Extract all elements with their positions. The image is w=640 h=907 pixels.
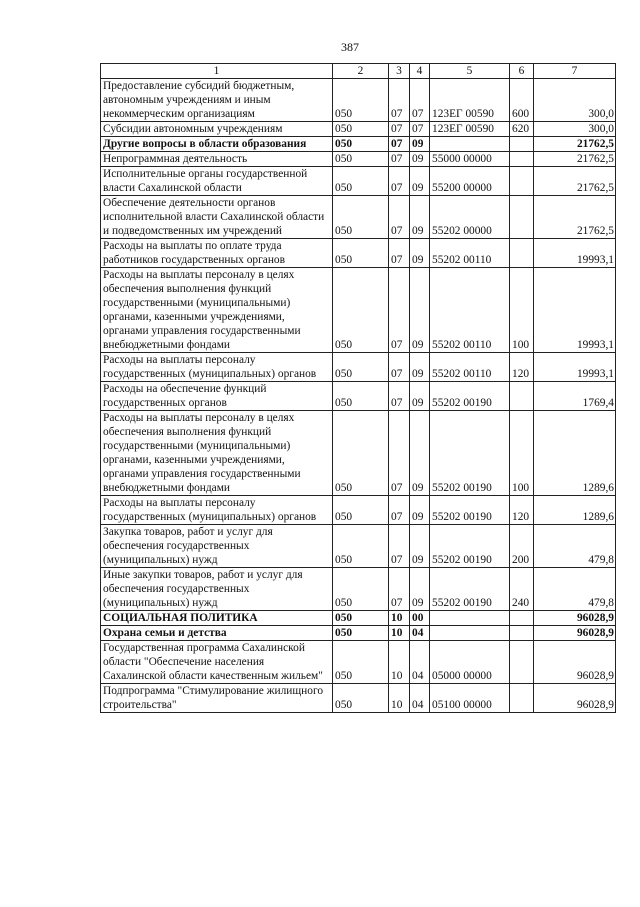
expense-type-cell: 100 bbox=[510, 411, 534, 496]
subsection-cell: 07 bbox=[410, 79, 430, 122]
table-row bbox=[101, 167, 616, 196]
budget-table bbox=[100, 63, 616, 713]
subsection-cell: 00 bbox=[410, 611, 430, 626]
expense-type-cell: 620 bbox=[510, 122, 534, 137]
expense-type-cell bbox=[510, 641, 534, 684]
row-name-cell: Обеспечение деятельности органов исполнительной власти Сахалинской области и подведомственных им учреждений bbox=[101, 196, 333, 239]
table-row bbox=[101, 122, 616, 137]
header-cell: 5 bbox=[430, 64, 510, 79]
table-row bbox=[101, 641, 616, 684]
table-row bbox=[101, 568, 616, 611]
target-article-cell bbox=[430, 626, 510, 641]
row-name-cell: СОЦИАЛЬНАЯ ПОЛИТИКА bbox=[101, 611, 333, 626]
row-name-cell: Расходы на выплаты по оплате труда работников государственных органов bbox=[101, 239, 333, 268]
section-cell: 10 bbox=[389, 641, 410, 684]
expense-type-cell bbox=[510, 152, 534, 167]
table-row bbox=[101, 268, 616, 353]
expense-type-cell bbox=[510, 611, 534, 626]
amount-cell: 1289,6 bbox=[534, 496, 616, 525]
table-row bbox=[101, 196, 616, 239]
section-cell: 07 bbox=[389, 167, 410, 196]
table-row bbox=[101, 353, 616, 382]
row-name-cell: Расходы на выплаты персоналу в целях обеспечения выполнения функций государственными (муниципальными) органами, казенными учреждениями, органами управления государственными внебюджетными фондами bbox=[101, 411, 333, 496]
amount-cell: 96028,9 bbox=[534, 684, 616, 713]
amount-cell: 96028,9 bbox=[534, 626, 616, 641]
subsection-cell: 09 bbox=[410, 268, 430, 353]
ministry-code-cell: 050 bbox=[333, 611, 389, 626]
target-article-cell: 55202 00110 bbox=[430, 353, 510, 382]
ministry-code-cell: 050 bbox=[333, 496, 389, 525]
expense-type-cell: 120 bbox=[510, 496, 534, 525]
ministry-code-cell: 050 bbox=[333, 137, 389, 152]
expense-type-cell bbox=[510, 137, 534, 152]
ministry-code-cell: 050 bbox=[333, 167, 389, 196]
section-cell: 07 bbox=[389, 525, 410, 568]
subsection-cell: 09 bbox=[410, 496, 430, 525]
table-row bbox=[101, 626, 616, 641]
amount-cell: 21762,5 bbox=[534, 137, 616, 152]
subsection-cell: 09 bbox=[410, 525, 430, 568]
amount-cell: 1289,6 bbox=[534, 411, 616, 496]
ministry-code-cell: 050 bbox=[333, 382, 389, 411]
section-cell: 07 bbox=[389, 152, 410, 167]
target-article-cell: 55200 00000 bbox=[430, 167, 510, 196]
section-cell: 10 bbox=[389, 684, 410, 713]
ministry-code-cell: 050 bbox=[333, 684, 389, 713]
section-cell: 07 bbox=[389, 568, 410, 611]
target-article-cell: 55202 00190 bbox=[430, 382, 510, 411]
target-article-cell: 55202 00190 bbox=[430, 411, 510, 496]
amount-cell: 300,0 bbox=[534, 122, 616, 137]
ministry-code-cell: 050 bbox=[333, 152, 389, 167]
expense-type-cell: 120 bbox=[510, 353, 534, 382]
target-article-cell: 55202 00110 bbox=[430, 268, 510, 353]
subsection-cell: 04 bbox=[410, 684, 430, 713]
table-row bbox=[101, 496, 616, 525]
ministry-code-cell: 050 bbox=[333, 626, 389, 641]
ministry-code-cell: 050 bbox=[333, 525, 389, 568]
target-article-cell bbox=[430, 137, 510, 152]
expense-type-cell bbox=[510, 167, 534, 196]
ministry-code-cell: 050 bbox=[333, 268, 389, 353]
section-cell: 07 bbox=[389, 268, 410, 353]
target-article-cell: 55202 00110 bbox=[430, 239, 510, 268]
section-cell: 07 bbox=[389, 239, 410, 268]
ministry-code-cell: 050 bbox=[333, 641, 389, 684]
expense-type-cell: 200 bbox=[510, 525, 534, 568]
row-name-cell: Государственная программа Сахалинской области "Обеспечение населения Сахалинской области качественным жильем" bbox=[101, 641, 333, 684]
section-cell: 07 bbox=[389, 79, 410, 122]
section-cell: 07 bbox=[389, 353, 410, 382]
subsection-cell: 09 bbox=[410, 196, 430, 239]
header-cell: 4 bbox=[410, 64, 430, 79]
target-article-cell: 55000 00000 bbox=[430, 152, 510, 167]
ministry-code-cell: 050 bbox=[333, 196, 389, 239]
ministry-code-cell: 050 bbox=[333, 411, 389, 496]
row-name-cell: Непрограммная деятельность bbox=[101, 152, 333, 167]
subsection-cell: 07 bbox=[410, 122, 430, 137]
header-cell: 2 bbox=[333, 64, 389, 79]
header-cell: 7 bbox=[534, 64, 616, 79]
amount-cell: 1769,4 bbox=[534, 382, 616, 411]
section-cell: 07 bbox=[389, 411, 410, 496]
expense-type-cell bbox=[510, 196, 534, 239]
header-cell: 3 bbox=[389, 64, 410, 79]
expense-type-cell bbox=[510, 382, 534, 411]
section-cell: 07 bbox=[389, 137, 410, 152]
expense-type-cell bbox=[510, 626, 534, 641]
amount-cell: 19993,1 bbox=[534, 239, 616, 268]
section-cell: 07 bbox=[389, 122, 410, 137]
subsection-cell: 04 bbox=[410, 641, 430, 684]
row-name-cell: Субсидии автономным учреждениям bbox=[101, 122, 333, 137]
header-cell: 1 bbox=[101, 64, 333, 79]
subsection-cell: 09 bbox=[410, 167, 430, 196]
header-cell: 6 bbox=[510, 64, 534, 79]
target-article-cell: 05000 00000 bbox=[430, 641, 510, 684]
subsection-cell: 09 bbox=[410, 137, 430, 152]
section-cell: 07 bbox=[389, 496, 410, 525]
table-row bbox=[101, 152, 616, 167]
page-number: 387 bbox=[341, 40, 359, 54]
subsection-cell: 04 bbox=[410, 626, 430, 641]
subsection-cell: 09 bbox=[410, 411, 430, 496]
target-article-cell: 123ЕГ 00590 bbox=[430, 79, 510, 122]
target-article-cell: 05100 00000 bbox=[430, 684, 510, 713]
table-row bbox=[101, 525, 616, 568]
target-article-cell: 55202 00190 bbox=[430, 568, 510, 611]
row-name-cell: Иные закупки товаров, работ и услуг для обеспечения государственных (муниципальных) нужд bbox=[101, 568, 333, 611]
subsection-cell: 09 bbox=[410, 382, 430, 411]
amount-cell: 96028,9 bbox=[534, 641, 616, 684]
expense-type-cell: 240 bbox=[510, 568, 534, 611]
target-article-cell: 123ЕГ 00590 bbox=[430, 122, 510, 137]
section-cell: 07 bbox=[389, 196, 410, 239]
expense-type-cell: 100 bbox=[510, 268, 534, 353]
table-row bbox=[101, 382, 616, 411]
row-name-cell: Подпрограмма "Стимулирование жилищного строительства" bbox=[101, 684, 333, 713]
ministry-code-cell: 050 bbox=[333, 239, 389, 268]
ministry-code-cell: 050 bbox=[333, 353, 389, 382]
row-name-cell: Исполнительные органы государственной власти Сахалинской области bbox=[101, 167, 333, 196]
subsection-cell: 09 bbox=[410, 152, 430, 167]
amount-cell: 300,0 bbox=[534, 79, 616, 122]
amount-cell: 96028,9 bbox=[534, 611, 616, 626]
row-name-cell: Другие вопросы в области образования bbox=[101, 137, 333, 152]
row-name-cell: Расходы на выплаты персоналу государственных (муниципальных) органов bbox=[101, 496, 333, 525]
amount-cell: 19993,1 bbox=[534, 353, 616, 382]
row-name-cell: Охрана семьи и детства bbox=[101, 626, 333, 641]
table-row bbox=[101, 239, 616, 268]
header-row bbox=[101, 64, 616, 79]
expense-type-cell bbox=[510, 239, 534, 268]
amount-cell: 479,8 bbox=[534, 568, 616, 611]
subsection-cell: 09 bbox=[410, 568, 430, 611]
ministry-code-cell: 050 bbox=[333, 568, 389, 611]
table-row bbox=[101, 79, 616, 122]
subsection-cell: 09 bbox=[410, 239, 430, 268]
row-name-cell: Закупка товаров, работ и услуг для обеспечения государственных (муниципальных) нужд bbox=[101, 525, 333, 568]
section-cell: 07 bbox=[389, 382, 410, 411]
amount-cell: 19993,1 bbox=[534, 268, 616, 353]
row-name-cell: Предоставление субсидий бюджетным, автономным учреждениям и иным некоммерческим организациям bbox=[101, 79, 333, 122]
row-name-cell: Расходы на обеспечение функций государственных органов bbox=[101, 382, 333, 411]
expense-type-cell bbox=[510, 684, 534, 713]
amount-cell: 21762,5 bbox=[534, 196, 616, 239]
section-cell: 10 bbox=[389, 626, 410, 641]
target-article-cell: 55202 00190 bbox=[430, 525, 510, 568]
table-row bbox=[101, 684, 616, 713]
expense-type-cell: 600 bbox=[510, 79, 534, 122]
subsection-cell: 09 bbox=[410, 353, 430, 382]
table-row bbox=[101, 611, 616, 626]
ministry-code-cell: 050 bbox=[333, 122, 389, 137]
section-cell: 10 bbox=[389, 611, 410, 626]
ministry-code-cell: 050 bbox=[333, 79, 389, 122]
target-article-cell: 55202 00190 bbox=[430, 496, 510, 525]
amount-cell: 479,8 bbox=[534, 525, 616, 568]
target-article-cell: 55202 00000 bbox=[430, 196, 510, 239]
target-article-cell bbox=[430, 611, 510, 626]
row-name-cell: Расходы на выплаты персоналу государственных (муниципальных) органов bbox=[101, 353, 333, 382]
row-name-cell: Расходы на выплаты персоналу в целях обеспечения выполнения функций государственными (муниципальными) органами, казенными учреждениями, органами управления государственными внебюджетными фондами bbox=[101, 268, 333, 353]
table-row bbox=[101, 411, 616, 496]
table-row bbox=[101, 137, 616, 152]
amount-cell: 21762,5 bbox=[534, 152, 616, 167]
amount-cell: 21762,5 bbox=[534, 167, 616, 196]
